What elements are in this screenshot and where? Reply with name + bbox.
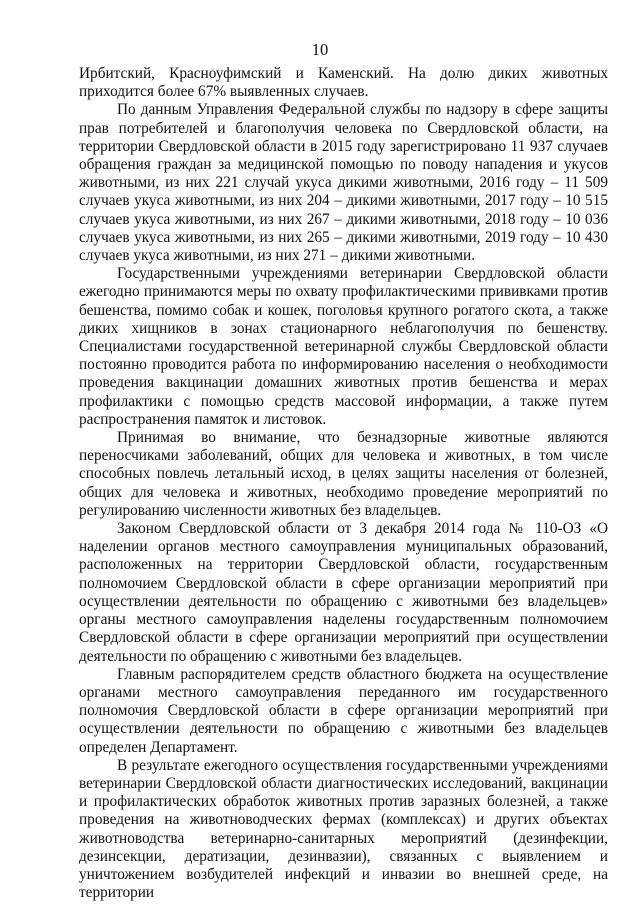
paragraph-annual-results: В результате ежегодного осуществления государственными учреждениями ветеринарии Свердловской области диагностических исследований, вакцинации и профилактических обработок животных против заразных болезней, а также проведения на животноводческих фермах (комплексах) и других объектах животноводства ветеринарно-санитарных мероприятий (дезинфекции, дезинсекции, дератизации, дезинвазии), связанных с выявлением и уничтожением возбудителей инфекций и инвазии во внешней среде, на территории [79,756,608,902]
document-body [79,65,608,902]
paragraph-budget-manager: Главным распорядителем средств областного бюджета на осуществление органами местного самоуправления переданного им государственного полномочия Свердловской области в сфере организации мероприятий при осуществлении деятельности по обращению с животными без владельцев определен Департамент. [79,665,608,756]
paragraph-regional-law: Законом Свердловской области от 3 декабря 2014 года № 110-ОЗ «О наделении органов местного самоуправления муниципальных образований, расположенных на территории Свердловской области, государственным полномочием Свердловской области в сфере организации мероприятий при осуществлении деятельности по обращению с животными без владельцев» органы местного самоуправления наделены государственным полномочием Свердловской области в сфере организации мероприятий при осуществлении деятельности по обращению с животными без владельцев. [79,520,608,665]
paragraph-vaccination-measures: Государственными учреждениями ветеринарии Свердловской области ежегодно принимаются меры по охвату профилактическими прививками против бешенства, помимо собак и кошек, поголовья крупного рогатого скота, а также диких хищников в зонах стационарного неблагополучия по бешенству. Специалистами государственной ветеринарной службы Свердловской области постоянно проводится работа по информированию населения о необходимости проведения вакцинации домашних животных против бешенства и мерах профилактики с помощью средств массовой информации, а также путем распространения памяток и листовок. [79,265,608,428]
page-number: 10 [311,40,329,59]
paragraph-stray-animals: Принимая во внимание, что безнадзорные животные являются переносчиками заболеваний, общих для человека и животных, в том числе способных повлечь летальный исход, в целях защиты населения от болезней, общих для человека и животных, необходимо проведение мероприятий по регулированию численности животных без владельцев. [79,429,608,519]
paragraph-continuation-districts: Ирбитский, Красноуфимский и Каменский. На долю диких животных приходится более 67% выявленных случаев. [79,65,608,101]
paragraph-bite-statistics: По данным Управления Федеральной службы по надзору в сфере защиты прав потребителей и благополучия человека по Свердловской области, на территории Свердловской области в 2015 году зарегистрировано 11 937 случаев обращения граждан за медицинской помощью по поводу нападения и укусов животными, из них 221 случай укуса дикими животными, 2016 году – 11 509 случаев укуса животными, из них 204 – дикими животными, 2017 году – 10 515 случаев укуса животными, из них 267 – дикими животными, 2018 году – 10 036 случаев укуса животными, из них 265 – дикими животными, 2019 году – 10 430 случаев укуса животными, из них 271 – дикими животными. [79,101,608,265]
